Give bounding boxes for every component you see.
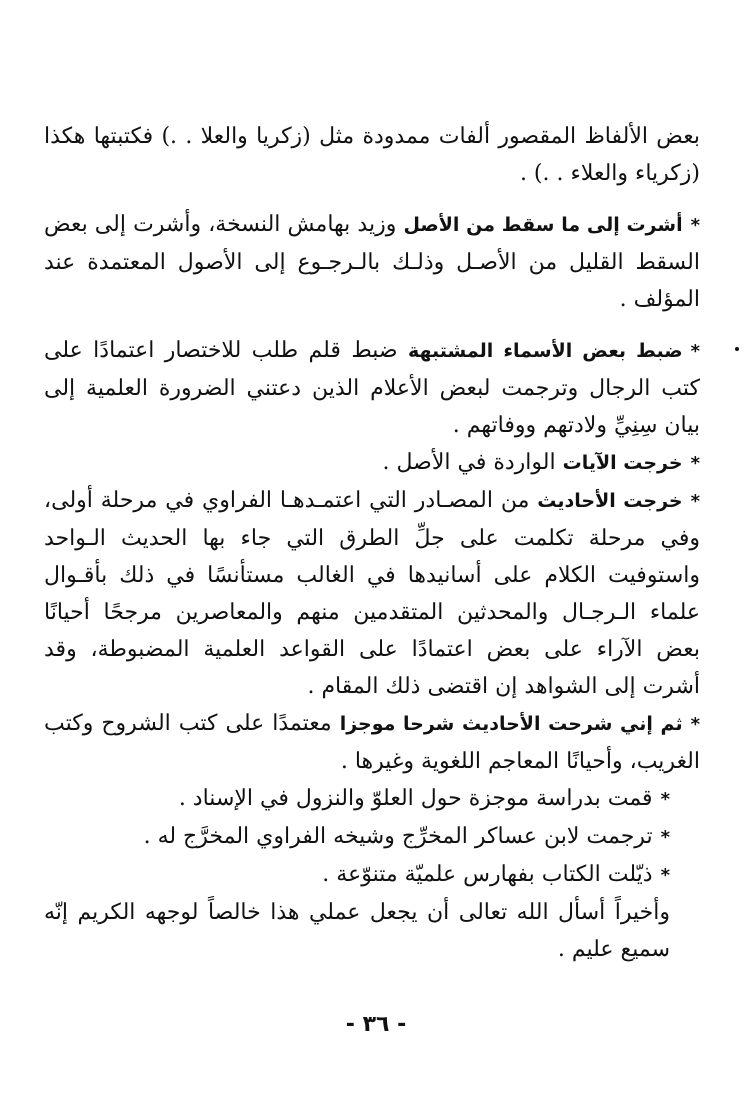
page-number: - ٣٦ - — [345, 1012, 407, 1037]
list-item-isnad-study — [44, 780, 700, 818]
paragraph-text: بعض الألفاظ المقصور ألفات ممدودة مثل (زكريا والعلا . .) فكتبتها هكذا (زكرياء والعلاء . .) . — [44, 124, 700, 186]
list-item-names — [44, 332, 700, 444]
item-heading: ضبط بعض الأسماء المشتبهة — [407, 340, 683, 362]
list-item-missing-text — [44, 206, 700, 318]
list-item-verses — [44, 444, 700, 482]
list-item-indexes — [44, 856, 700, 894]
bullet-star: * — [660, 789, 670, 810]
bullet-star: * — [660, 827, 670, 848]
item-text: قمت بدراسة موجزة حول العلوّ والنزول في الإسناد . — [178, 786, 653, 811]
bullet-star: * — [690, 714, 701, 735]
item-text: ذيّلت الكتاب بفهارس علميّة متنوّعة . — [322, 862, 653, 887]
list-item-hadith-sources — [44, 482, 700, 705]
list-item-biographies — [44, 818, 700, 856]
item-text: الواردة في الأصل . — [382, 450, 556, 475]
closing-prayer — [44, 894, 700, 968]
paragraph-text: وأخيراً أسأل الله تعالى أن يجعل عملي هذا خالصاً لوجهه الكريم إنّه سميع عليم . — [44, 900, 670, 962]
bullet-star: * — [690, 491, 701, 512]
paragraph-alif-maqsura-note — [44, 118, 700, 192]
item-heading: خرجت الآيات — [562, 452, 683, 474]
bullet-star: * — [690, 341, 700, 362]
item-heading: أشرت إلى ما سقط من الأصل — [403, 214, 683, 236]
item-heading: خرجت الأحاديث — [537, 490, 683, 512]
bullet-star: * — [690, 453, 700, 474]
item-text: من المصـادر التي اعتمـدهـا الفراوي في مرحلة أولى، وفي مرحلة تكلمت على جلِّ الطرق التي جاء بها الحديث الـواحد واستوفيت الكلام على أسانيدها في الغالب مستأنسًا في ذلك بأقـوال علماء الـرجـال والمحدثين المتقدمين منهم والمعاصرين مرجحًا أحيانًا بعض الآراء على بعض اعتمادًا على القواعد العلمية المضبوطة، وقد أشرت إلى الشواهد إن اقتضى ذلك المقام . — [44, 488, 700, 699]
item-text: معتمدًا على كتب الشروح وكتب الغريب، وأحيانًا المعاجم اللغوية وغيرها . — [44, 711, 700, 774]
list-item-hadith-commentary — [44, 705, 700, 780]
bullet-star: * — [690, 215, 700, 236]
item-text: وزيد بهامش النسخة، وأشرت إلى بعض السقط القليل من الأصـل وذلـك بالـرجـوع إلى الأصول المعتمدة عند المؤلف . — [44, 212, 700, 312]
bullet-star: * — [660, 865, 670, 886]
item-text: ترجمت لابن عساكر المخرِّج وشيخه الفراوي المخرَّج له . — [143, 824, 653, 849]
item-text: ضبط قلم طلب للاختصار اعتمادًا على كتب الرجال وترجمت لبعض الأعلام الذين دعتني الضرورة العلمية إلى بيان سِنِيِّ ولادتهم ووفاتهم . — [44, 338, 700, 438]
item-heading: ثم إني شرحت الأحاديث شرحا موجزا — [339, 713, 683, 735]
page-body — [44, 118, 700, 968]
margin-mark — [735, 347, 739, 351]
